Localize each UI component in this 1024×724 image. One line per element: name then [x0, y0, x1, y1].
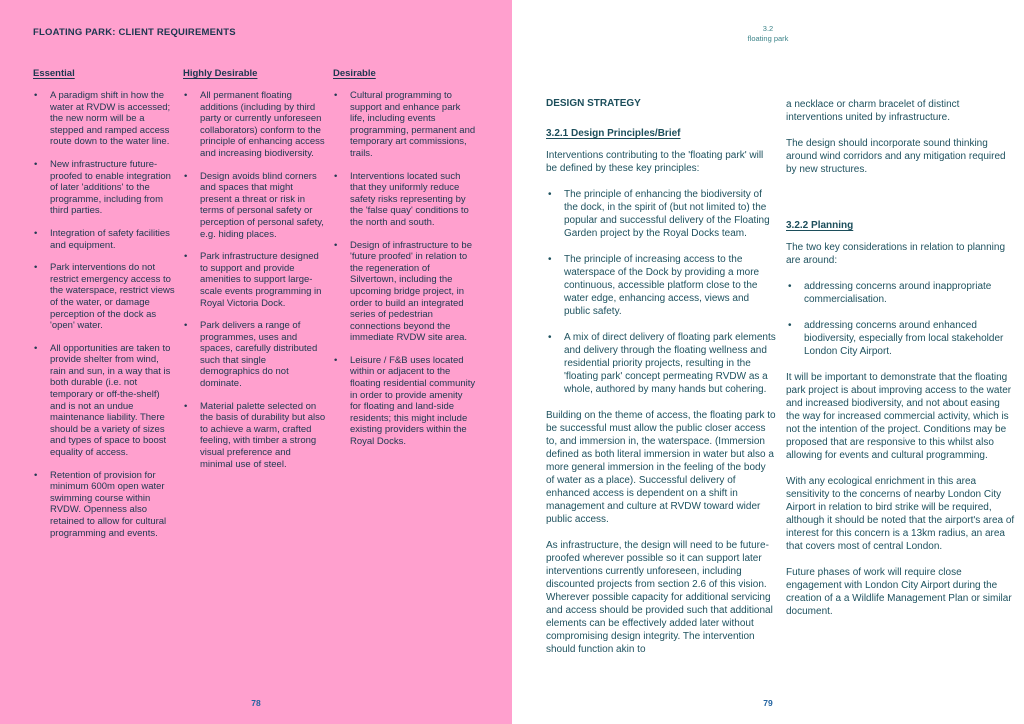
- column-header-essential: Essential: [33, 68, 75, 79]
- subsection-heading-principles: 3.2.1 Design Principles/Brief: [546, 128, 681, 139]
- essential-list: [33, 90, 176, 539]
- list-item: • New infrastructure future-proofed to enable integration of later 'additions' to the programme, including from third parties.: [33, 159, 176, 217]
- paragraph: Interventions contributing to the 'floating park' will be defined by these key principles:: [546, 150, 764, 174]
- column-highly-desirable: [183, 63, 326, 550]
- list-item: • Cultural programming to support and enhance park life, including events programming, permanent and temporary art commissions, trails.: [333, 90, 476, 160]
- section-heading: DESIGN STRATEGY: [546, 98, 641, 109]
- planning-list: [786, 280, 1016, 358]
- running-header: [512, 24, 1024, 44]
- list-item: • A paradigm shift in how the water at RVDW is accessed; the new norm will be a stepped and ramped access route down to the water line.: [33, 90, 176, 148]
- list-item: • addressing concerns around enhanced biodiversity, especially from local stakeholder London City Airport.: [786, 319, 1016, 358]
- list-item: • Interventions located such that they uniformly reduce safety risks representing by the 'false quay' conditions to the north and south.: [333, 171, 476, 229]
- page-number-right: 79: [763, 698, 773, 708]
- list-item: • Design of infrastructure to be 'future proofed' in relation to the regeneration of Silvertown, including the upcoming bridge project, in order to build an integrated series of pedestrian connections beyond the immediate RVDW site area.: [333, 240, 476, 344]
- desirable-list: [333, 90, 476, 448]
- column-desirable: [333, 63, 476, 550]
- paragraph: Future phases of work will require close engagement with London City Airport during the creation of a a Wildlife Management Plan or similar document.: [786, 567, 1012, 617]
- requirements-columns: [33, 63, 476, 550]
- list-item: • addressing concerns around inappropriate commercialisation.: [786, 280, 1016, 306]
- chapter-name: floating park: [747, 34, 789, 43]
- list-item: • Park infrastructure designed to support and provide amenities to support large-scale events programming in Royal Victoria Dock.: [183, 251, 326, 309]
- strategy-left-column: [546, 98, 776, 669]
- section-number: 3.2: [762, 24, 774, 33]
- list-item: • A mix of direct delivery of floating park elements and delivery through the floating wellness and residential priority projects, resulting in the 'floating park' concept permeating RVDW as a whole, authored by many hands but cohering.: [546, 331, 776, 396]
- list-item: • Material palette selected on the basis of durability but also to achieve a warm, crafted feeling, with timber a strong visual preference and minimal use of steel.: [183, 401, 326, 471]
- list-item: • Retention of provision for minimum 600m open water swimming course within RVDW. Openness also retained to allow for cultural programming and events.: [33, 470, 176, 540]
- page-title: FLOATING PARK: CLIENT REQUIREMENTS: [33, 27, 236, 38]
- subsection-heading-planning: 3.2.2 Planning: [786, 220, 854, 231]
- column-header-highly-desirable: Highly Desirable: [183, 68, 258, 79]
- list-item: • Park delivers a range of programmes, uses and spaces, carefully distributed such that single demographics do not dominate.: [183, 320, 326, 390]
- list-item: • Leisure / F&B uses located within or adjacent to the floating residential community in order to provide amenity for floating and land-side residents; this might include existing providers within the Royal Docks.: [333, 355, 476, 448]
- paragraph: It will be important to demonstrate that the floating park project is about improving access to the water and increased biodiversity, and not about easing the way for increased commercial activity, which is not the intention of the project. Conditions may be proposed that are responsive to this whilst also allowing for events and cultural programming.: [786, 372, 1012, 461]
- list-item: • Design avoids blind corners and spaces that might present a threat or risk in terms of personal safety or perception of personal safety, e.g. hiding places.: [183, 171, 326, 241]
- list-item: • The principle of enhancing the biodiversity of the dock, in the spirit of (but not limited to) the popular and successful delivery of the Floating Garden project by the Royal Docks team.: [546, 188, 776, 240]
- highly-desirable-list: [183, 90, 326, 470]
- paragraph: Building on the theme of access, the floating park to be successful must allow the public closer access to, and immersion in, the waterspace. (Immersion defined as both literal immersion in water but also a more general immersion in the feeling of the body of water as a place). Successful delivery of enhanced access is dependent on a shift in management and culture at RVDW toward wider public access.: [546, 410, 776, 525]
- list-item: • All opportunities are taken to provide shelter from wind, rain and sun, in a way that is both durable (i.e. not temporary or off-the-shelf) and is not an undue maintenance liability. There should be a variety of sizes and types of space to boost equality of access.: [33, 343, 176, 459]
- strategy-columns: [546, 98, 1016, 669]
- column-essential: [33, 63, 176, 550]
- column-header-desirable: Desirable: [333, 68, 376, 79]
- list-item: • Integration of safety facilities and equipment.: [33, 228, 176, 251]
- paragraph: As infrastructure, the design will need to be future-proofed wherever possible so it can support later interventions currently unforeseen, including discounted projects from section 2.6 of this vision. Wherever possible capacity for additional servicing and access should be provided such that additional elements can be effectively added later without compromising design integrity. The intervention should function akin to: [546, 540, 773, 655]
- section-spacer: [786, 189, 1016, 215]
- paragraph: With any ecological enrichment in this area sensitivity to the concerns of nearby London City Airport in relation to bird strike will be required, although it should be noted that the airport's area of interest for this concern is a 13km radius, an area that covers most of central London.: [786, 476, 1015, 552]
- page-number-left: 78: [251, 698, 261, 708]
- list-item: • All permanent floating additions (including by third party or currently unforeseen collaborators) conform to the principle of enhancing access and increasing biodiversity.: [183, 90, 326, 160]
- paragraph: The two key considerations in relation to planning are around:: [786, 242, 1006, 266]
- principles-list: [546, 188, 776, 396]
- paragraph: The design should incorporate sound thinking around wind corridors and any mitigation required by new structures.: [786, 138, 1006, 175]
- strategy-right-column: [786, 98, 1016, 669]
- list-item: • Park interventions do not restrict emergency access to the waterspace, restrict views of the water, or damage perception of the dock as 'open' water.: [33, 262, 176, 332]
- paragraph: a necklace or charm bracelet of distinct interventions united by infrastructure.: [786, 99, 960, 123]
- right-page: [512, 0, 1024, 724]
- list-item: • The principle of increasing access to the waterspace of the Dock by providing a more continuous, accessible platform close to the water edge, enhancing access, views and public safety.: [546, 253, 776, 318]
